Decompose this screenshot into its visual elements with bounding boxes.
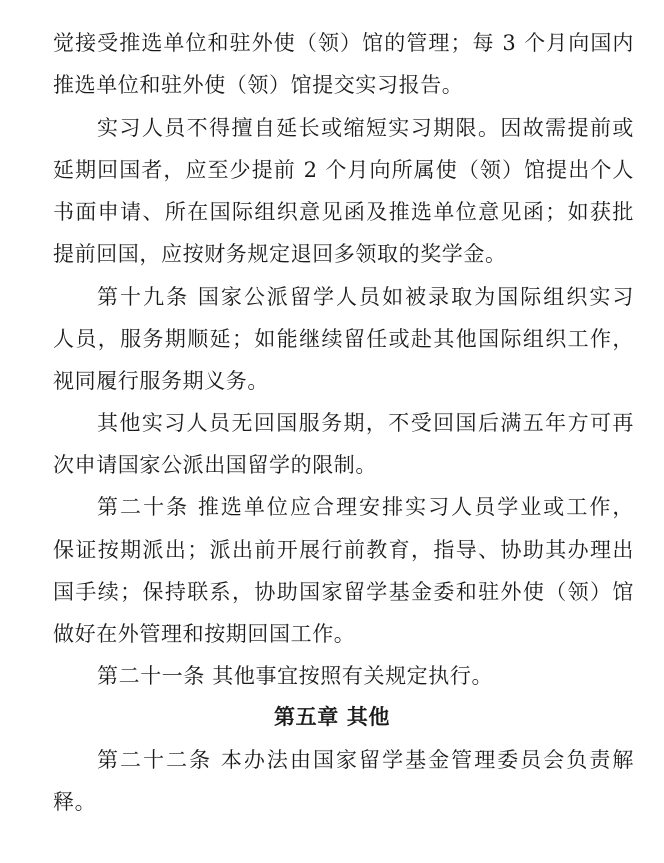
text-line-14: 国手续；保持联系，协助国家留学基金委和驻外使（领）馆 [53,580,634,604]
text-line-11: 次申请国家公派出国留学的限制。 [53,453,377,477]
text-line-13: 保证按期派出；派出前开展行前教育，指导、协助其办理出 [53,538,634,562]
text-line-16: 第二十一条 其他事宜按照有关规定执行。 [97,664,494,688]
text-line-12: 第二十条 推选单位应合理安排实习人员学业或工作， [97,495,634,519]
text-line-6: 提前回国，应按财务规定退回多领取的奖学金。 [53,242,507,266]
text-line-15: 做好在外管理和按期回国工作。 [53,622,356,646]
text-line-4: 延期回国者，应至少提前 2 个月向所属使（领）馆提出个人 [53,158,634,182]
text-line-5: 书面申请、所在国际组织意见函及推选单位意见函；如获批 [53,200,634,224]
text-line-17: 第二十二条 本办法由国家留学基金管理委员会负责解 [97,748,634,772]
text-line-3: 实习人员不得擅自延长或缩短实习期限。因故需提前或 [97,116,634,140]
text-line-18: 释。 [53,790,97,814]
text-line-7: 第十九条 国家公派留学人员如被录取为国际组织实习 [97,285,634,309]
text-line-2: 推选单位和驻外使（领）馆提交实习报告。 [53,73,464,97]
text-line-1: 觉接受推选单位和驻外使（领）馆的管理；每 3 个月向国内 [53,31,634,55]
text-line-9: 视同履行服务期义务。 [53,369,269,393]
text-line-10: 其他实习人员无回国服务期，不受回国后满五年方可再 [97,411,634,435]
text-line-8: 人员，服务期顺延；如能继续留任或赴其他国际组织工作， [53,327,634,351]
chapter-heading: 第五章 其他 [274,705,390,729]
